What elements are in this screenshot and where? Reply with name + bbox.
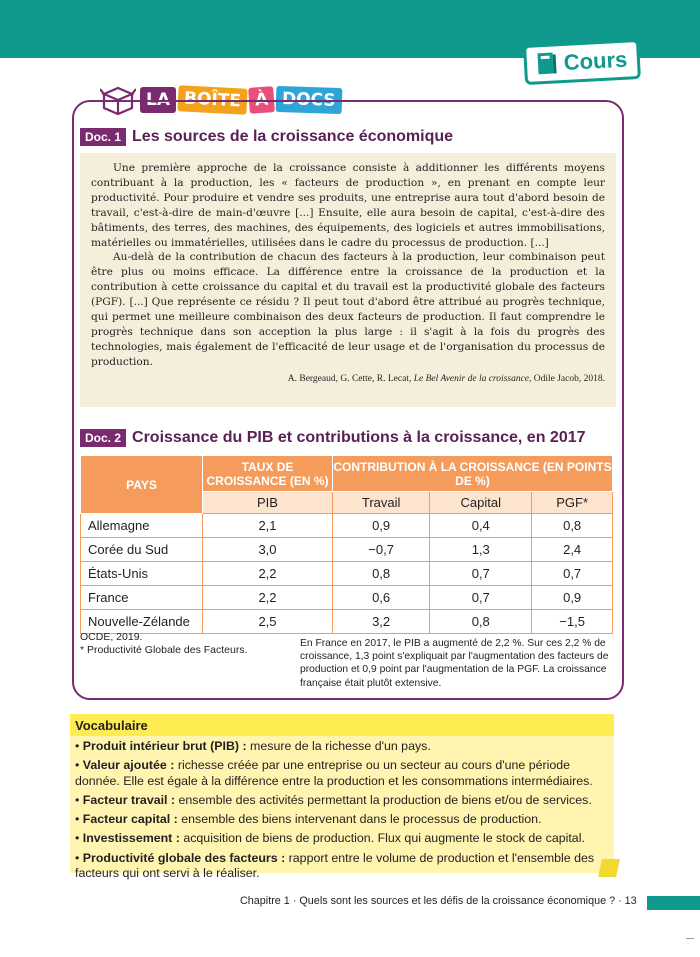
cell-pgf: 2,4 [532, 538, 613, 562]
vocab-definition: richesse créée par une entreprise ou un secteur au cours d'une période donnée. Elle est égale à la différence entre la production et les consommations intermédiaires. [75, 758, 593, 788]
header-pays: PAYS [81, 456, 203, 514]
growth-table [80, 455, 613, 634]
header-contribution: CONTRIBUTION À LA CROISSANCE (EN POINTS DE %) [333, 456, 613, 492]
doc1-text-box [80, 153, 616, 407]
source-authors: A. Bergeaud, G. Cette, R. Lecat, [287, 373, 414, 384]
cell-capital: 0,8 [430, 610, 532, 634]
cell-pays: Corée du Sud [81, 538, 203, 562]
footer-bar [647, 896, 700, 910]
vocabulary-item: • Productivité globale des facteurs : rapport entre le volume de production et l'ensemble des facteurs qui ont servi à le réaliser. [75, 850, 595, 881]
cell-pib: 3,0 [203, 538, 333, 562]
vocab-definition: acquisition de biens de production. Flux qui augmente le stock de capital. [179, 831, 585, 846]
table-source: OCDE, 2019. [80, 631, 143, 643]
cell-pays: France [81, 586, 203, 610]
cell-capital: 0,7 [430, 562, 532, 586]
boite-word: BOÎTE [177, 85, 247, 115]
cell-travail: 0,8 [333, 562, 430, 586]
doc2-heading [80, 429, 586, 447]
table-notes [80, 631, 248, 657]
cell-pays: États-Unis [81, 562, 203, 586]
vocabulary-item: • Valeur ajoutée : richesse créée par une entreprise ou un secteur au cours d'une période donnée. Elle est égale à la différence entre la production et les consommations intermédiaires. [75, 758, 593, 788]
doc1-paragraph: Au-delà de la contribution de chacun des facteurs à la production, leur combinaison peut être plus ou moins efficace. La différence entre la croissance de la production et la contribution à cette croissance du capital et du travail est la productivité globale des facteurs (PGF). [...] Que représente ce résidu ? Il peut tout d'abord être attribué au progrès technique, qui permet une meilleure combinaison des deux facteurs de production. Il faut comprendre le progrès technique dans son acception la plus large : il s'agit à la fois du progrès des technologies, mais également de l'efficacité de leur usage et de l'organisation du processus de production. [91, 251, 605, 368]
cell-pgf: 0,7 [532, 562, 613, 586]
vocab-definition: mesure de la richesse d'un pays. [246, 739, 431, 753]
table-row [81, 610, 613, 634]
vocabulary-list [75, 739, 613, 885]
cell-pib: 2,2 [203, 586, 333, 610]
vocab-term: Investissement : [82, 831, 180, 846]
vocab-term: Produit intérieur brut (PIB) : [82, 739, 247, 753]
table-row [81, 562, 613, 586]
doc1-source [91, 372, 605, 387]
cell-pib: 2,5 [203, 610, 333, 634]
cell-travail: 0,9 [333, 514, 430, 538]
cell-travail: 0,6 [333, 586, 430, 610]
doc1-heading [80, 128, 453, 146]
source-book: Le Bel Avenir de la croissance [413, 373, 529, 384]
vocab-definition: ensemble des activités permettant la production de biens et/ou de services. [175, 792, 592, 807]
table-footnote: * Productivité Globale des Facteurs. [80, 644, 248, 656]
boite-word: À [248, 86, 275, 114]
vocabulary-item: • Produit intérieur brut (PIB) : mesure de la richesse d'un pays. [75, 739, 431, 753]
page-mark [686, 938, 694, 939]
vocab-definition: ensemble des biens intervenant dans le processus de production. [177, 812, 542, 827]
section-tab-cours [523, 39, 641, 85]
subheader-pgf: PGF* [532, 492, 613, 514]
cell-pays: Nouvelle-Zélande [81, 610, 203, 634]
page-fold-decoration [598, 859, 620, 877]
book-icon [536, 51, 557, 76]
page-footer: Chapitre 1 · Quels sont les sources et les défis de la croissance économique ? · 13 [240, 895, 637, 907]
vocabulary-item: • Facteur capital : ensemble des biens intervenant dans le processus de production. [75, 812, 542, 827]
cell-pib: 2,2 [203, 562, 333, 586]
vocab-term: Valeur ajoutée : [82, 758, 175, 773]
header-taux: TAUX DE CROISSANCE (EN %) [203, 456, 333, 492]
source-publisher: , Odile Jacob, 2018. [529, 373, 605, 384]
boite-word: LA [140, 87, 176, 113]
doc1-title: Les sources de la croissance économique [132, 128, 454, 145]
vocabulary-item: • Investissement : acquisition de biens de production. Flux qui augmente le stock de capital. [75, 831, 585, 846]
vocabulary-item: • Facteur travail : ensemble des activités permettant la production de biens et/ou de services. [75, 792, 592, 807]
table-explanation: En France en 2017, le PIB a augmenté de 2,2 %. Sur ces 2,2 % de croissance, 1,3 point s'expliquait par l'augmentation des facteurs de production et 0,9 point par l'augmentation de la PGF. La croissance française était plutôt extensive. [300, 638, 609, 689]
doc2-badge: Doc. 2 [80, 429, 126, 447]
table-row [81, 538, 613, 562]
subheader-capital: Capital [430, 492, 532, 514]
cell-pays: Allemagne [81, 514, 203, 538]
vocabulary-box [70, 714, 614, 881]
cell-pib: 2,1 [203, 514, 333, 538]
boite-word: DOCS [276, 86, 342, 114]
vocab-term: Facteur capital : [82, 812, 178, 827]
cell-capital: 0,7 [430, 586, 532, 610]
vocab-definition: rapport entre le volume de production et l'ensemble des facteurs qui ont servi à le réaliser. [75, 850, 595, 881]
vocab-term: Facteur travail : [82, 792, 176, 807]
cell-pgf: 0,9 [532, 586, 613, 610]
subheader-travail: Travail [333, 492, 430, 514]
subheader-pib: PIB [203, 492, 333, 514]
doc1-badge: Doc. 1 [80, 128, 126, 146]
cell-travail: −0,7 [333, 538, 430, 562]
cell-capital: 1,3 [430, 538, 532, 562]
cell-pgf: 0,8 [532, 514, 613, 538]
vocabulary-title: Vocabulaire [70, 714, 614, 736]
table-row [81, 586, 613, 610]
doc2-title: Croissance du PIB et contributions à la croissance, en 2017 [132, 429, 586, 446]
vocab-term: Productivité globale des facteurs : [82, 850, 286, 865]
section-label: Cours [563, 46, 628, 75]
table-row [81, 514, 613, 538]
cell-pgf: −1,5 [532, 610, 613, 634]
cell-capital: 0,4 [430, 514, 532, 538]
cell-travail: 3,2 [333, 610, 430, 634]
doc1-paragraph: Une première approche de la croissance consiste à additionner les différents moyens contribuant à la production, les « facteurs de production », en prenant en compte leur productivité. Pour produire et vendre ses produits, une entreprise aura tout d'abord besoin de travail, c'est-à-dire de main-d'œuvre [...] Ensuite, elle aura besoin de capital, c'est-à-dire des bâtiments, des terres, des machines, des équipements, des logiciels et autres immobilisations, matérielles ou immatérielles, utilisées dans le cadre du processus de production. [...] [91, 162, 605, 249]
